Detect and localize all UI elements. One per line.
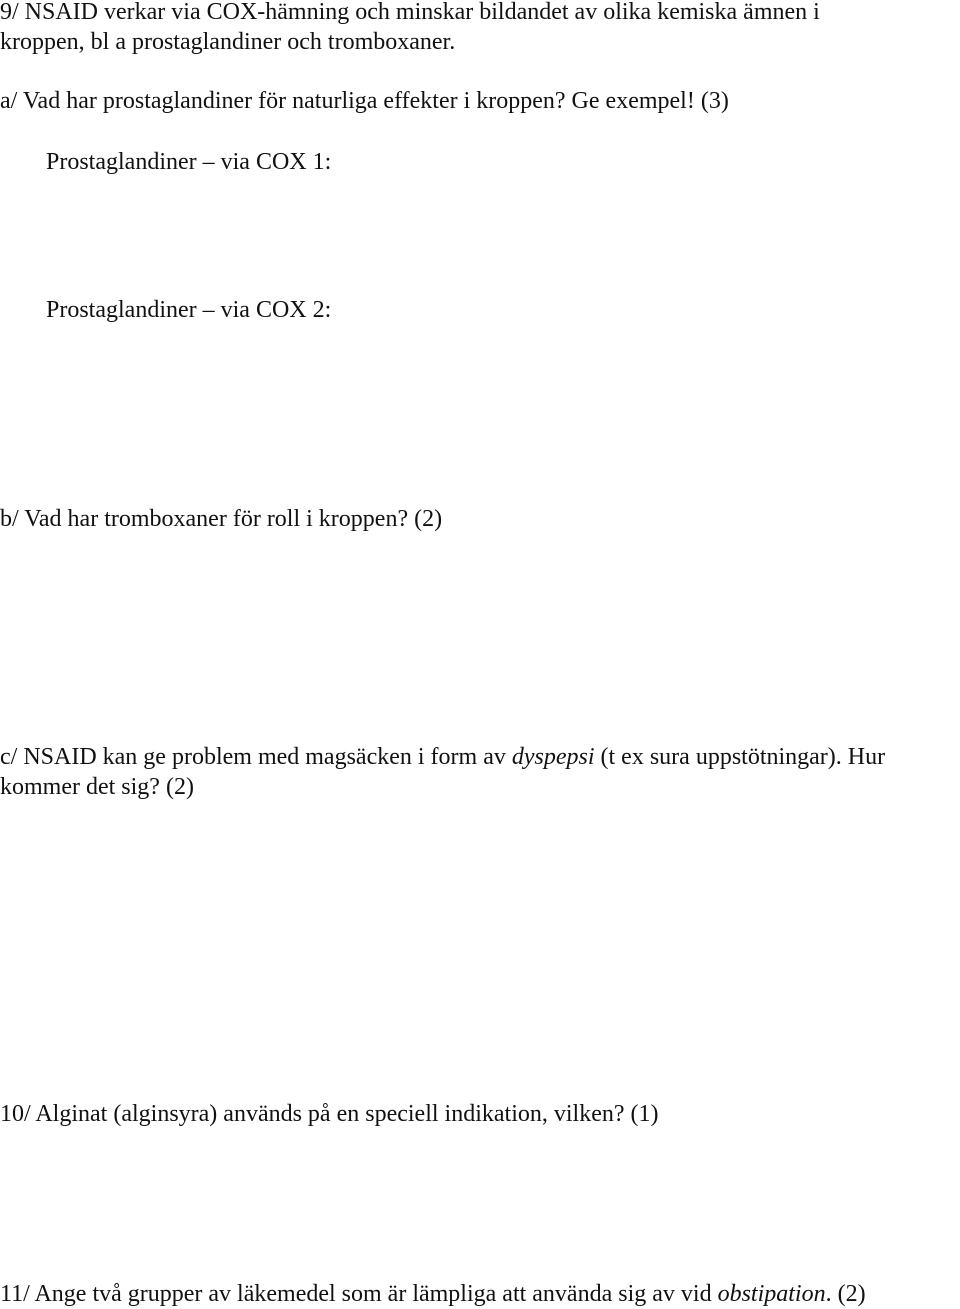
q9a-cox1-label: Prostaglandiner – via COX 1: (46, 149, 332, 175)
q9c-question-line2: kommer det sig? (2) (0, 774, 194, 800)
q11-text-before: 11/ Ange två grupper av läkemedel som är lämpliga att använda sig av vid (0, 1281, 718, 1307)
q11-term-obstipation: obstipation (717, 1281, 826, 1307)
q9c-text-after: (t ex sura uppstötningar). Hur (594, 744, 886, 770)
q9b-question: b/ Vad har tromboxaner för roll i kroppen? (2) (0, 506, 443, 532)
q9c-question-line1 (0, 742, 960, 772)
q9c-text-before: c/ NSAID kan ge problem med magsäcken i form av (0, 744, 512, 770)
q11-question (0, 1279, 960, 1309)
q9-intro-line2: kroppen, bl a prostaglandiner och tromboxaner. (0, 29, 456, 55)
q9c-term-dyspepsi: dyspepsi (511, 744, 595, 770)
q9a-question: a/ Vad har prostaglandiner för naturliga effekter i kroppen? Ge exempel! (3) (0, 88, 729, 114)
q11-text-after: . (2) (825, 1281, 866, 1307)
q9a-cox2-label: Prostaglandiner – via COX 2: (46, 297, 332, 323)
q10-question: 10/ Alginat (alginsyra) används på en speciell indikation, vilken? (1) (0, 1101, 659, 1127)
q9-intro-line1: 9/ NSAID verkar via COX-hämning och minskar bildandet av olika kemiska ämnen i (0, 0, 820, 25)
